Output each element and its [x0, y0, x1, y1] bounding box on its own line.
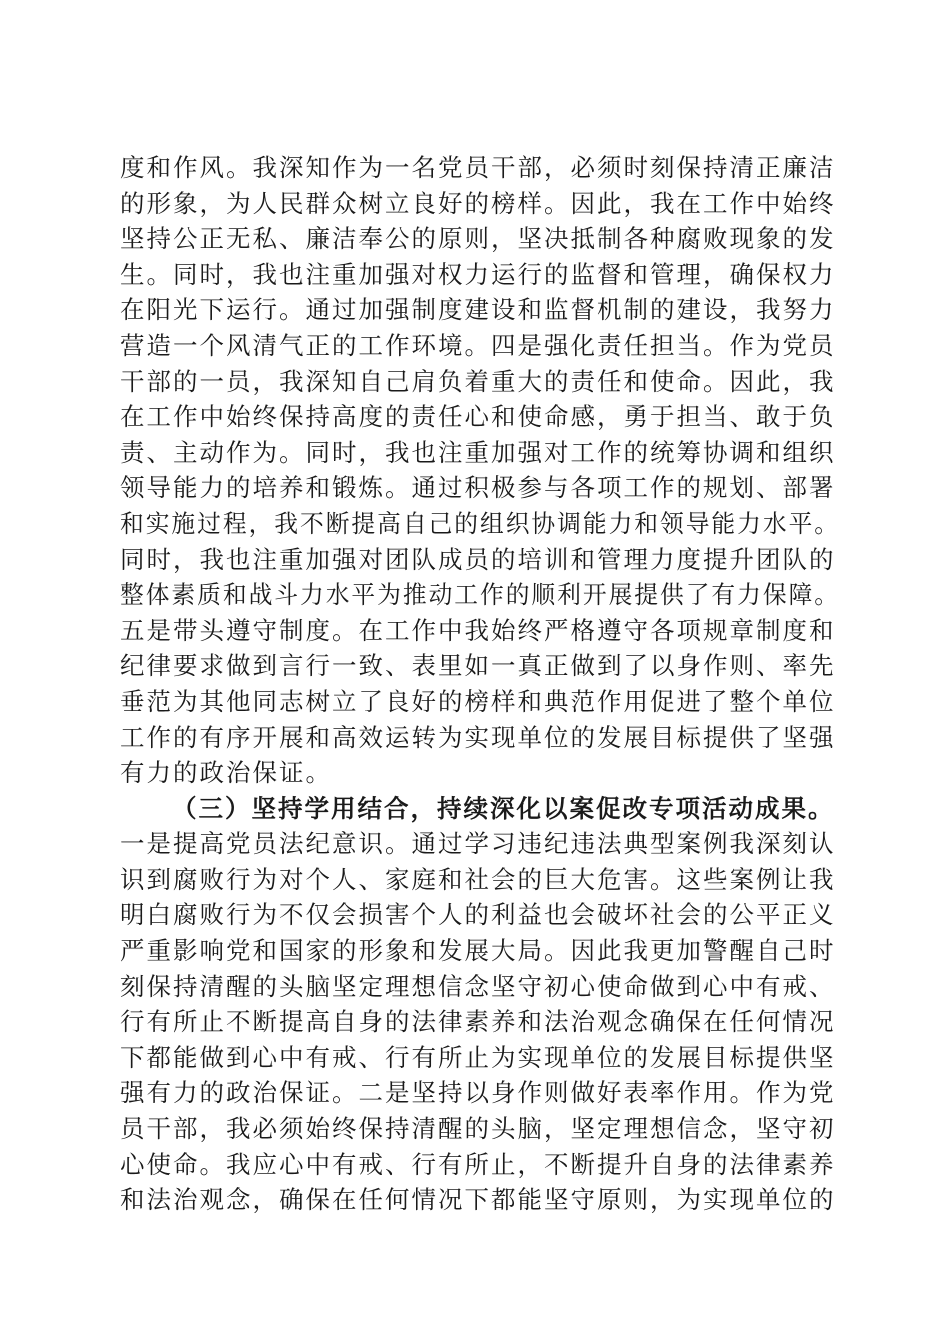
text-line: 强有力的政治保证。二是坚持以身作则做好表率作用。作为党 [120, 1078, 836, 1108]
text-line: 下都能做到心中有戒、行有所止为实现单位的发展目标提供坚 [120, 1042, 836, 1072]
text-line: 一是提高党员法纪意识。通过学习违纪违法典型案例我深刻认 [120, 829, 836, 859]
text-line: 领导能力的培养和锻炼。通过积极参与各项工作的规划、部署 [120, 473, 836, 503]
text-line: 五是带头遵守制度。在工作中我始终严格遵守各项规章制度和 [120, 615, 836, 645]
text-line: 整体素质和战斗力水平为推动工作的顺利开展提供了有力保障。 [120, 580, 840, 610]
text-line: 和实施过程，我不断提高自己的组织协调能力和领导能力水平。 [120, 508, 840, 538]
section-heading: （三）坚持学用结合，持续深化以案促改专项活动成果。 [172, 793, 835, 823]
text-line: 营造一个风清气正的工作环境。四是强化责任担当。作为党员 [120, 330, 836, 360]
text-line: 工作的有序开展和高效运转为实现单位的发展目标提供了坚强 [120, 722, 836, 752]
text-line: 明白腐败行为不仅会损害个人的利益也会破坏社会的公平正义 [120, 900, 836, 930]
text-line: 严重影响党和国家的形象和发展大局。因此我更加警醒自己时 [120, 936, 836, 966]
body-text [120, 150, 840, 1218]
text-line: 心使命。我应心中有戒、行有所止，不断提升自身的法律素养 [120, 1149, 836, 1179]
text-line: 在工作中始终保持高度的责任心和使命感，勇于担当、敢于负 [120, 402, 836, 432]
text-line: 有力的政治保证。 [120, 758, 332, 788]
text-line: 行有所止不断提高自身的法律素养和法治观念确保在任何情况 [120, 1007, 836, 1037]
text-line: 刻保持清醒的头脑坚定理想信念坚守初心使命做到心中有戒、 [120, 971, 836, 1001]
text-line: 和法治观念，确保在任何情况下都能坚守原则，为实现单位的 [120, 1185, 836, 1215]
text-line: 干部的一员，我深知自己肩负着重大的责任和使命。因此，我 [120, 366, 836, 396]
text-line: 员干部，我必须始终保持清醒的头脑，坚定理想信念，坚守初 [120, 1114, 836, 1144]
text-line: 纪律要求做到言行一致、表里如一真正做到了以身作则、率先 [120, 651, 836, 681]
text-line: 在阳光下运行。通过加强制度建设和监督机制的建设，我努力 [120, 295, 836, 325]
text-line: 垂范为其他同志树立了良好的榜样和典范作用促进了整个单位 [120, 686, 836, 716]
text-line: 识到腐败行为对个人、家庭和社会的巨大危害。这些案例让我 [120, 864, 836, 894]
text-line: 坚持公正无私、廉洁奉公的原则，坚决抵制各种腐败现象的发 [120, 224, 836, 254]
text-line: 同时，我也注重加强对团队成员的培训和管理力度提升团队的 [120, 544, 836, 574]
text-line: 生。同时，我也注重加强对权力运行的监督和管理，确保权力 [120, 259, 836, 289]
text-line: 的形象，为人民群众树立良好的榜样。因此，我在工作中始终 [120, 188, 836, 218]
text-line: 度和作风。我深知作为一名党员干部，必须时刻保持清正廉洁 [120, 153, 836, 182]
text-line: 责、主动作为。同时，我也注重加强对工作的统筹协调和组织 [120, 437, 836, 467]
